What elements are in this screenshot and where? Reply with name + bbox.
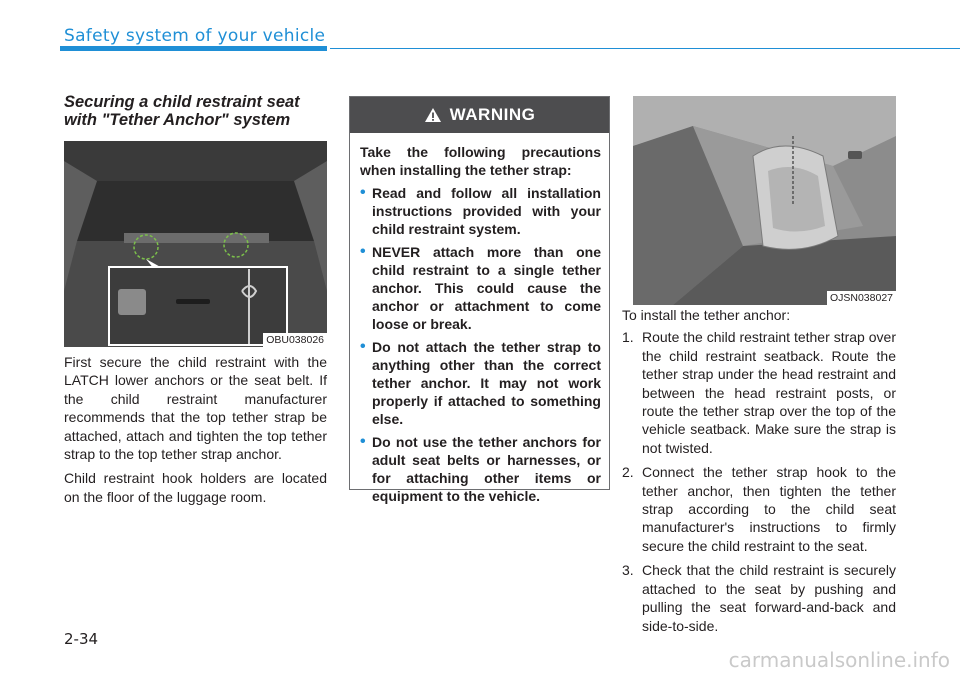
warning-intro: Take the following precautions when installing the tether strap: [360,144,601,178]
page-number: 2-34 [64,630,99,648]
step-number: 3. [622,562,634,579]
step-text: Route the child restraint tether strap over the child restraint seatback. Route the tether strap under the head restraint and between the head restraint posts, or route the tether strap over the top of the vehicle seatback. Make sure the strap is not twisted. [642,329,896,456]
intro-text [64,353,327,506]
child-seat-illustration [633,96,896,305]
warning-item: • Do not attach the tether strap to anything other than the correct tether anchor. It may not work properly if attached to something else. [360,338,601,428]
instructions-intro: To install the tether anchor: [622,307,791,323]
warning-body [350,133,609,505]
figure-code: OJSN038027 [827,291,896,305]
step-number: 1. [622,329,634,346]
paragraph: Child restraint hook holders are located on the floor of the luggage room. [64,470,327,505]
paragraph: First secure the child restraint with the LATCH lower anchors or the seat belt. If the child restraint manufacturer recommends that the top tether strap be attached, attach and tighten the top tether strap to the top tether strap anchor. [64,354,327,463]
step-item [611,561,896,635]
step-item [611,328,896,457]
header-rule-thin [330,48,960,49]
heading-line-1: Securing a child restraint seat [64,93,300,111]
steps-list [611,328,896,635]
warning-box [349,96,610,504]
header-rule-thick [60,46,327,51]
warning-item: • Do not use the tether anchors for adult seat belts or harnesses, or for attaching other items or equipment to the vehicle. [360,433,601,505]
warning-list [360,184,601,505]
child-seat-photo [633,96,896,305]
warning-title: WARNING [449,105,536,124]
section-title: Safety system of your vehicle [64,26,326,46]
step-number: 2. [622,464,634,481]
step-item [611,463,896,555]
warning-item: • Read and follow all installation instructions provided with your child restraint system. [360,184,601,238]
installation-instructions [611,306,896,641]
warning-triangle-icon [424,107,442,123]
figure-code: OBU038026 [263,333,327,347]
section-heading [64,93,329,129]
watermark: carmanualsonline.info [728,648,950,672]
warning-header [350,97,609,133]
warning-item: • NEVER attach more than one child restraint to a single tether anchor. This could cause the anchor or attachment to come loose or break. [360,243,601,333]
heading-line-2: with "Tether Anchor" system [64,111,291,129]
luggage-room-photo [64,141,327,347]
step-text: Check that the child restraint is securely attached to the seat by pushing and pulling the seat forward-and-back and side-to-side. [642,562,896,634]
luggage-room-illustration [64,141,327,347]
step-text: Connect the tether strap hook to the tether anchor, then tighten the tether strap according to the child seat manufacturer's instructions to firmly secure the child restraint to the seat. [642,464,896,554]
